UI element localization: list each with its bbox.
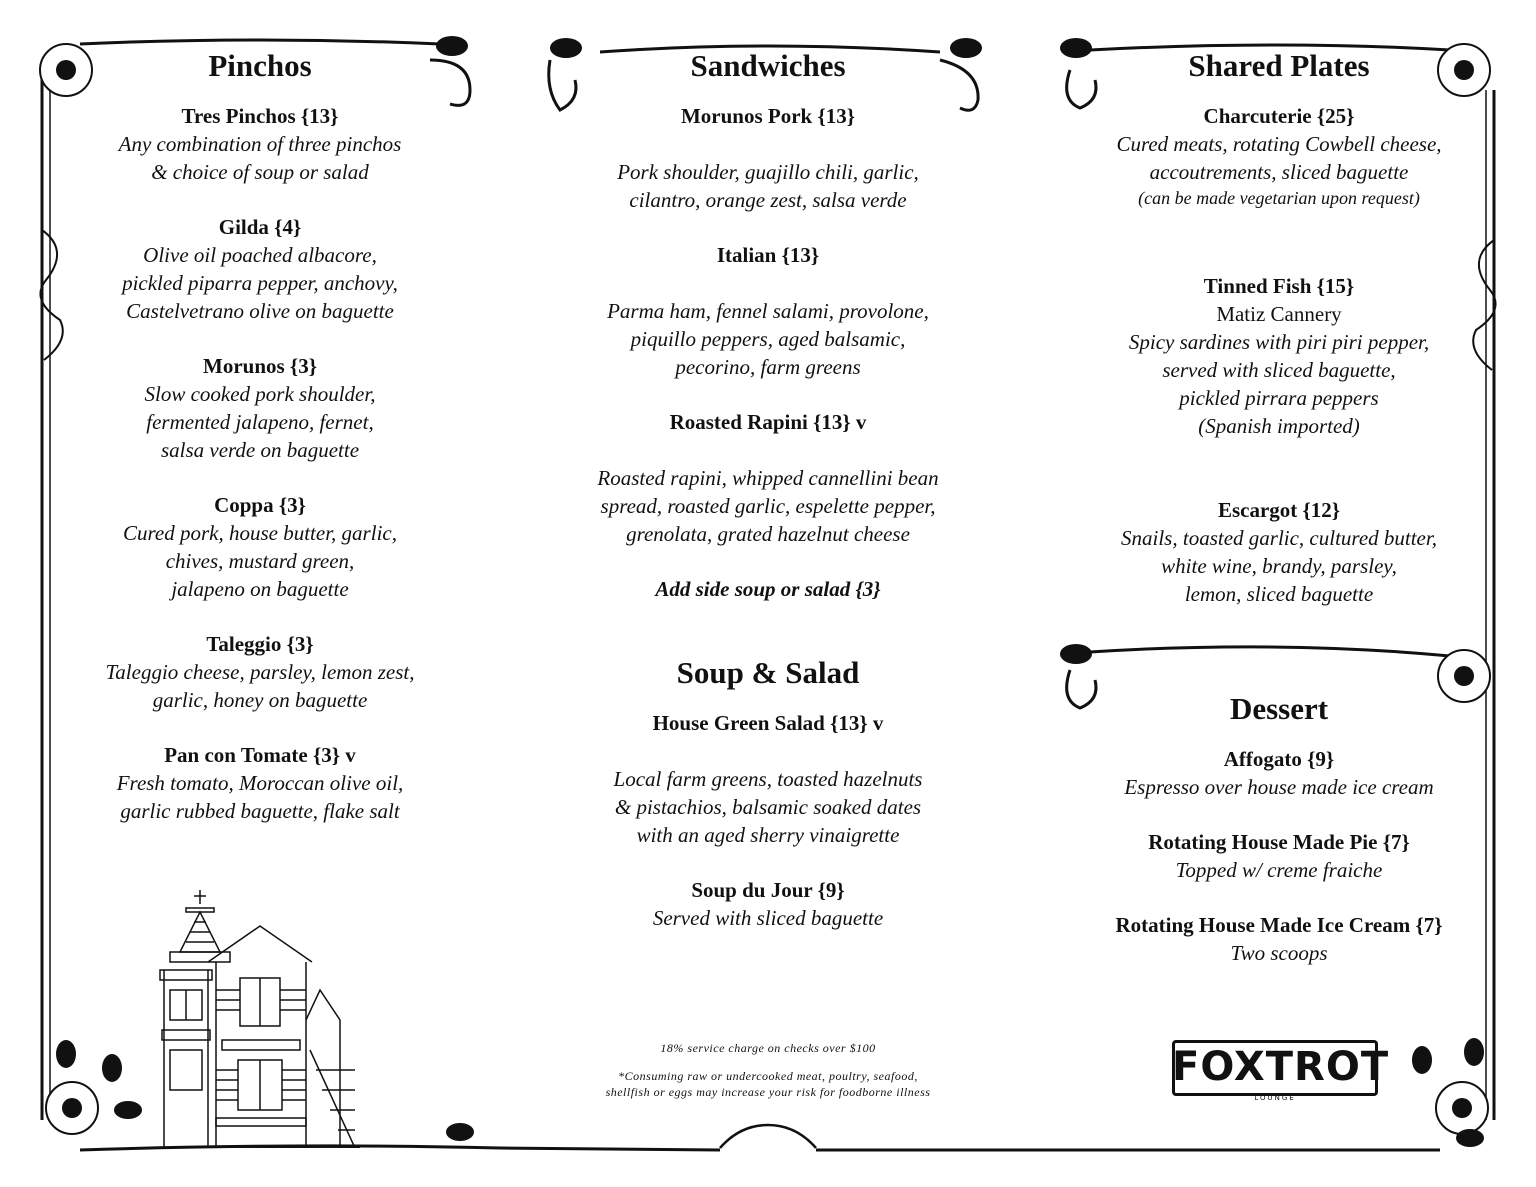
food-warning bbox=[540, 1068, 996, 1100]
item-desc-line: jalapeno on baguette bbox=[171, 577, 349, 601]
item-desc-line: garlic rubbed baguette, flake salt bbox=[120, 799, 400, 823]
menu-item-soup-du-jour bbox=[560, 876, 976, 932]
menu-item-taleggio bbox=[60, 630, 460, 714]
item-desc-line: served with sliced baguette, bbox=[1162, 358, 1396, 382]
item-desc-line: Fresh tomato, Moroccan olive oil, bbox=[116, 771, 404, 795]
item-desc-line: Roasted rapini, whipped cannellini bean bbox=[597, 466, 939, 490]
item-desc-line: spread, roasted garlic, espelette pepper, bbox=[600, 494, 936, 518]
item-name: House Green Salad {13} v bbox=[652, 711, 884, 735]
item-desc-line: Two scoops bbox=[1230, 941, 1328, 965]
menu-item-gilda bbox=[60, 213, 460, 325]
item-name: Morunos Pork {13} bbox=[680, 104, 856, 128]
shared-plates-section bbox=[1076, 44, 1482, 994]
item-desc-line: with an aged sherry vinaigrette bbox=[636, 823, 900, 847]
pinchos-section bbox=[60, 44, 460, 852]
item-name: Gilda {4} bbox=[218, 215, 302, 239]
food-warning-line: shellfish or eggs may increase your risk for foodborne illness bbox=[605, 1085, 931, 1099]
item-name: Rotating House Made Ice Cream {7} bbox=[1115, 913, 1443, 937]
item-desc-line: pickled piparra pepper, anchovy, bbox=[122, 271, 398, 295]
item-name: Coppa {3} bbox=[214, 493, 306, 517]
item-name: Roasted Rapini {13} v bbox=[669, 410, 867, 434]
item-name: Escargot {12} bbox=[1217, 498, 1341, 522]
item-desc-line: piquillo peppers, aged balsamic, bbox=[630, 327, 906, 351]
item-desc-line: Spicy sardines with piri piri pepper, bbox=[1128, 330, 1430, 354]
item-desc-line: pecorino, farm greens bbox=[675, 355, 861, 379]
item-desc-line: & choice of soup or salad bbox=[151, 160, 369, 184]
item-desc-line: Olive oil poached albacore, bbox=[143, 243, 377, 267]
section-title-shared-plates: Shared Plates bbox=[1188, 48, 1370, 83]
sandwiches-section bbox=[560, 44, 976, 959]
item-desc-line: accoutrements, sliced baguette bbox=[1149, 160, 1409, 184]
add-side-note: Add side soup or salad {3} bbox=[655, 577, 881, 601]
item-desc-line: Parma ham, fennel salami, provolone, bbox=[607, 299, 929, 323]
item-note: (can be made vegetarian upon request) bbox=[1138, 188, 1420, 208]
item-desc-line: pickled pirrara peppers bbox=[1179, 386, 1379, 410]
item-desc-line: chives, mustard green, bbox=[165, 549, 355, 573]
section-title-soup-salad: Soup & Salad bbox=[676, 655, 860, 690]
item-desc-line: lemon, sliced baguette bbox=[1184, 582, 1374, 606]
menu-item-italian bbox=[560, 241, 976, 381]
service-charge-note: 18% service charge on checks over $100 bbox=[660, 1041, 876, 1055]
item-name: Italian {13} bbox=[716, 243, 820, 267]
menu-item-house-pie bbox=[1076, 828, 1482, 884]
item-desc-line: Any combination of three pinchos bbox=[118, 132, 402, 156]
foxtrot-lounge-logo bbox=[1150, 1028, 1400, 1108]
victorian-house-illustration bbox=[150, 890, 360, 1148]
item-name: Affogato {9} bbox=[1223, 747, 1335, 771]
item-desc-line: Espresso over house made ice cream bbox=[1124, 775, 1434, 799]
item-subtitle: Matiz Cannery bbox=[1216, 302, 1342, 326]
section-title-dessert: Dessert bbox=[1229, 691, 1329, 726]
item-name: Tinned Fish {15} bbox=[1203, 274, 1355, 298]
item-name: Soup du Jour {9} bbox=[691, 878, 845, 902]
item-desc-line: Topped w/ creme fraiche bbox=[1175, 858, 1383, 882]
item-desc-line: cilantro, orange zest, salsa verde bbox=[629, 188, 907, 212]
logo-subtitle: LOUNGE bbox=[1254, 1094, 1296, 1102]
item-name: Taleggio {3} bbox=[206, 632, 314, 656]
item-desc-line: white wine, brandy, parsley, bbox=[1161, 554, 1397, 578]
item-desc-line: Cured pork, house butter, garlic, bbox=[123, 521, 397, 545]
food-warning-line: *Consuming raw or undercooked meat, poultry, seafood, bbox=[618, 1069, 918, 1083]
item-desc-line: fermented jalapeno, fernet, bbox=[146, 410, 374, 434]
menu-item-affogato bbox=[1076, 745, 1482, 801]
item-desc-line: Slow cooked pork shoulder, bbox=[144, 382, 376, 406]
item-desc-line: Cured meats, rotating Cowbell cheese, bbox=[1116, 132, 1442, 156]
section-title-sandwiches: Sandwiches bbox=[690, 48, 846, 83]
item-desc-line: & pistachios, balsamic soaked dates bbox=[614, 795, 922, 819]
menu-item-coppa bbox=[60, 491, 460, 603]
menu-item-house-ice-cream bbox=[1076, 911, 1482, 967]
menu-item-morunos bbox=[60, 352, 460, 464]
item-desc-line: (Spanish imported) bbox=[1198, 414, 1360, 438]
item-desc-line: Taleggio cheese, parsley, lemon zest, bbox=[105, 660, 415, 684]
item-desc-line: Served with sliced baguette bbox=[652, 906, 884, 930]
logo-name: FOXTROT bbox=[1172, 1044, 1390, 1090]
item-name: Rotating House Made Pie {7} bbox=[1148, 830, 1410, 854]
item-name: Pan con Tomate {3} v bbox=[164, 743, 356, 767]
item-desc-line: Pork shoulder, guajillo chili, garlic, bbox=[617, 160, 919, 184]
menu-item-tres-pinchos bbox=[60, 102, 460, 186]
item-desc-line: salsa verde on baguette bbox=[160, 438, 360, 462]
menu-item-pan-con-tomate bbox=[60, 741, 460, 825]
section-title-pinchos: Pinchos bbox=[208, 48, 312, 83]
item-desc-line: grenolata, grated hazelnut cheese bbox=[626, 522, 910, 546]
item-name: Tres Pinchos {13} bbox=[181, 104, 339, 128]
item-name: Morunos {3} bbox=[203, 354, 317, 378]
menu-item-roasted-rapini bbox=[560, 408, 976, 548]
item-desc-line: Snails, toasted garlic, cultured butter, bbox=[1121, 526, 1437, 550]
item-desc-line: garlic, honey on baguette bbox=[152, 688, 368, 712]
menu-item-charcuterie bbox=[1076, 102, 1482, 210]
menu-item-tinned-fish bbox=[1076, 272, 1482, 440]
menu-item-house-green-salad bbox=[560, 709, 976, 849]
item-desc-line: Castelvetrano olive on baguette bbox=[126, 299, 394, 323]
menu-item-morunos-pork bbox=[560, 102, 976, 214]
item-name: Charcuterie {25} bbox=[1203, 104, 1355, 128]
menu-item-escargot bbox=[1076, 496, 1482, 608]
item-desc-line: Local farm greens, toasted hazelnuts bbox=[613, 767, 923, 791]
